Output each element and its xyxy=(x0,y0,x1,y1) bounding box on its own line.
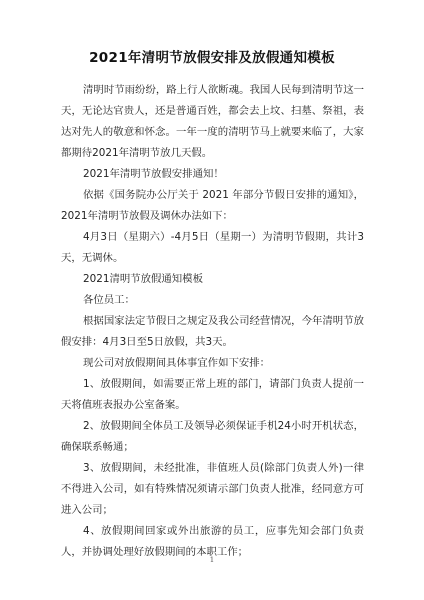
paragraph-intro: 清明时节雨纷纷，路上行人欲断魂。我国人民每到清明节这一天，无论达官贵人，还是普通百姓，都会去上坟、扫墓、祭祖，表达对先人的敬意和怀念。一年一度的清明节马上就要来临了，大家都期待2021年清明节放几天假。 xyxy=(61,84,364,159)
list-item-duty-roster: 1、放假期间，如需要正常上班的部门，请部门负责人提前一天将值班表报办公室备案。 xyxy=(61,378,364,411)
paragraph-salutation: 各位员工： xyxy=(83,294,135,306)
list-item-travel-notice: 4、放假期间回家或外出旅游的员工，应事先知会部门负责人，并协调处理好放假期间的本职工作； xyxy=(61,525,364,558)
document-title: 2021年清明节放假安排及放假通知模板 xyxy=(89,50,335,66)
document-body xyxy=(61,80,364,563)
paragraph-template-heading: 2021清明节放假通知模板 xyxy=(83,273,203,285)
list-item-access-restriction: 3、放假期间，未经批准，非值班人员(除部门负责人外)一律不得进入公司，如有特殊情况须请示部门负责人批准，经同意方可进入公司； xyxy=(61,462,364,516)
paragraph-arrangement-intro: 现公司对放假期间具体事宜作如下安排： xyxy=(83,357,271,369)
list-item-phone-on: 2、放假期间全体员工及领导必须保证手机24小时开机状态，确保联系畅通； xyxy=(61,420,364,453)
page-number: 1 xyxy=(209,556,215,564)
paragraph-holiday-dates: 4月3日（星期六）-4月5日（星期一）为清明节假期，共计3天，无调休。 xyxy=(61,231,364,264)
paragraph-legal-basis: 依据《国务院办公厅关于 2021 年部分节假日安排的通知》，2021年清明节放假及调休办法如下： xyxy=(61,189,364,222)
paragraph-arrangement: 根据国家法定节假日之规定及我公司经营情况，今年清明节放假安排：4月3日至5日放假，共3天。 xyxy=(61,315,364,348)
paragraph-notice-heading: 2021年清明节放假安排通知！ xyxy=(83,168,224,180)
